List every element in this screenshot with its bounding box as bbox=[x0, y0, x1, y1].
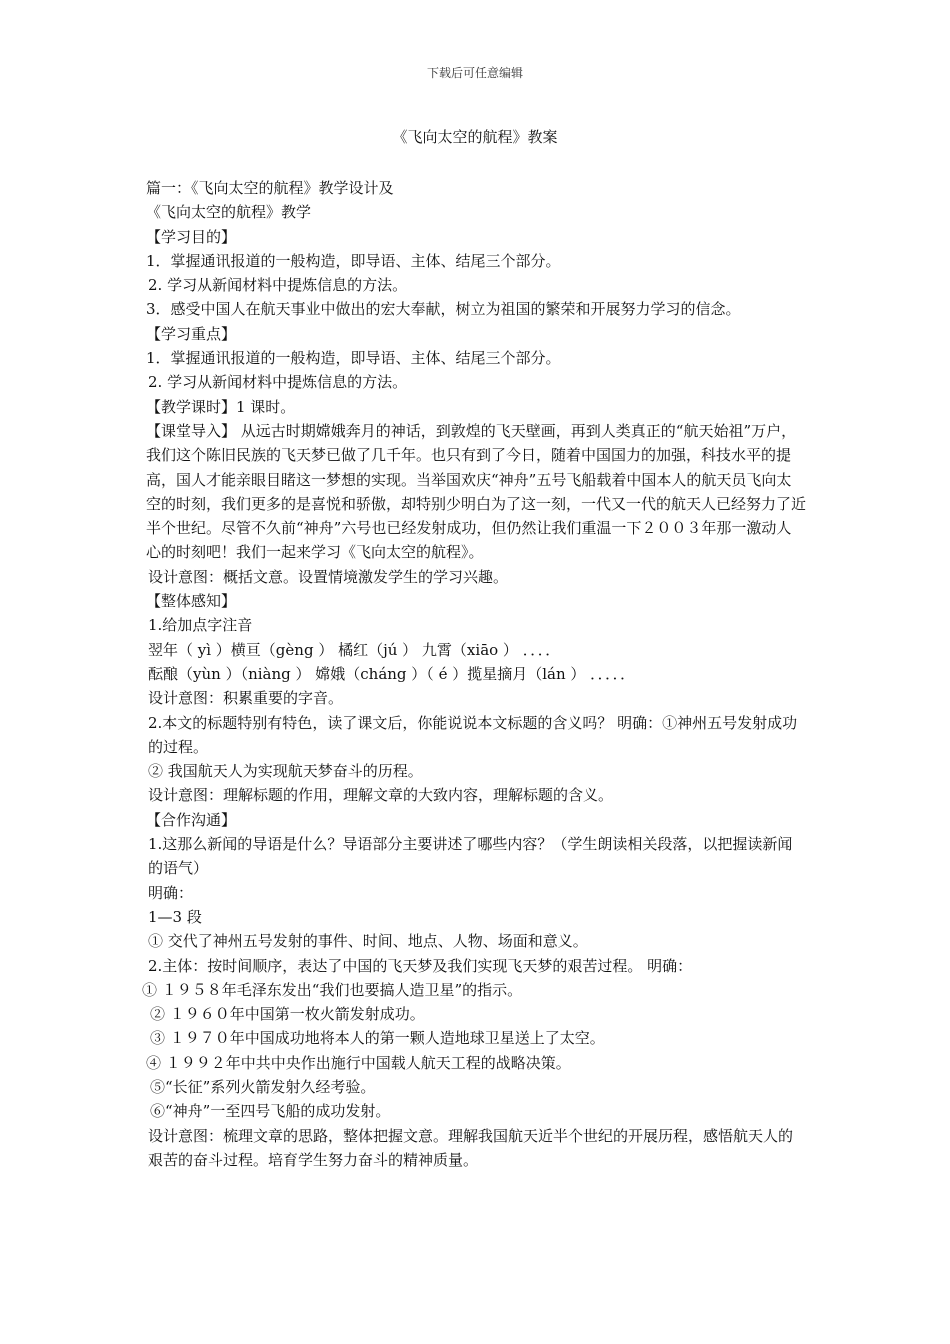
design-intent-3: 设计意图：理解标题的作用，理解文章的大致内容，理解标题的含义。 bbox=[148, 786, 614, 805]
para-introduction: 【课堂导入】 从远古时期嫦娥奔月的神话，到敦煌的飞天壁画，再到人类真正的“航天始祖”万户，我们这个陈旧民族的飞天梦已做了几千年。也只有到了今日，随着中国国力的加强，科技水平的提高，国人才能亲眼目睹这一梦想的实现。当举国欢庆“神舟”五号飞船载着中国本人的航天员飞向太空的时刻，我们更多的是喜悦和骄傲，却特别少明白为了这一刻，一代又一代的航天人已经努力了近半个世纪。尽管不久前“神舟”六号也已经发射成功，但仍然让我们重温一下２００３年那一激动人心的时刻吧！我们一起来学习《飞向太空的航程》。 bbox=[146, 421, 807, 562]
event-1970: ③ １９７０年中国成功地将本人的第一颗人造地球卫星送上了太空。 bbox=[150, 1029, 605, 1048]
lead-summary: ① 交代了神州五号发射的事件、时间、地点、人物、场面和意义。 bbox=[148, 932, 588, 951]
goal-3: 3．感受中国人在航天事业中做出的宏大奉献，树立为祖国的繁荣和开展努力学习的信念。 bbox=[146, 300, 741, 319]
document-body bbox=[142, 176, 807, 1172]
event-1992: ④ １９９２年中共中央作出施行中国载人航天工程的战略决策。 bbox=[146, 1053, 571, 1072]
task-2: 2.本文的标题特别有特色，读了课文后，你能说说本文标题的含义吗？ 明确：①神州五号发射成功的过程。 bbox=[148, 713, 798, 756]
clarify-label: 明确： bbox=[148, 883, 194, 902]
page-header: 下载后可任意编辑 bbox=[426, 66, 523, 80]
goal-1: 1．掌握通讯报道的一般构造，即导语、主体、结尾三个部分。 bbox=[146, 251, 561, 270]
heading-cooperation: 【合作沟通】 bbox=[146, 810, 237, 829]
task-2-answer: ② 我国航天人为实现航天梦奋斗的历程。 bbox=[148, 762, 423, 781]
design-intent-1: 设计意图：概括文意。设置情境激发学生的学习兴趣。 bbox=[148, 567, 509, 586]
document-title: 《飞向太空的航程》教案 bbox=[392, 128, 558, 146]
heading-overall: 【整体感知】 bbox=[146, 592, 237, 611]
pinyin-line-1: 翌年（ yì ）横亘（gèng ） 橘红（jú ） 九霄（xiāo ） ．．．． bbox=[148, 640, 561, 659]
event-shenzhou: ⑥“神舟”一至四号飞船的成功发射。 bbox=[150, 1102, 391, 1121]
key-point-1: 1．掌握通讯报道的一般构造，即导语、主体、结尾三个部分。 bbox=[146, 349, 561, 368]
main-body-summary: 2.主体：按时间顺序，表达了中国的飞天梦及我们实现飞天梦的艰苦过程。 明确： bbox=[148, 956, 693, 975]
paragraph-range: 1—3 段 bbox=[148, 907, 202, 926]
para-subtitle-2: 《飞向太空的航程》教学 bbox=[146, 203, 312, 222]
heading-key-points: 【学习重点】 bbox=[146, 324, 237, 343]
question-1: 1.这那么新闻的导语是什么？导语部分主要讲述了哪些内容？（学生朗读相关段落，以把握读新闻的语气） bbox=[148, 835, 793, 878]
event-1958: ① １９５８年毛泽东发出“我们也要搞人造卫星”的指示。 bbox=[142, 980, 523, 999]
design-intent-2: 设计意图：积累重要的字音。 bbox=[148, 689, 344, 708]
event-long-march: ⑤“长征”系列火箭发射久经考验。 bbox=[150, 1077, 376, 1096]
pinyin-line-2: 酝酿（yùn ）（niàng ） 嫦娥（cháng ）（ é ）揽星摘月（lán ） ．．．．． bbox=[148, 664, 636, 683]
design-intent-4: 设计意图：梳理文章的思路，整体把握文意。理解我国航天近半个世纪的开展历程，感悟航天人的艰苦的奋斗过程。培育学生努力奋斗的精神质量。 bbox=[148, 1126, 794, 1169]
key-point-2: 2. 学习从新闻材料中提炼信息的方法。 bbox=[148, 373, 408, 392]
event-1960: ② １９６０年中国第一枚火箭发射成功。 bbox=[150, 1005, 425, 1024]
goal-2: 2. 学习从新闻材料中提炼信息的方法。 bbox=[148, 276, 408, 295]
para-subtitle: 篇一：《飞向太空的航程》教学设计及 bbox=[146, 179, 394, 197]
heading-learning-goals: 【学习目的】 bbox=[146, 227, 237, 246]
task-1: 1.给加点字注音 bbox=[148, 616, 253, 635]
heading-lesson-hours: 【教学课时】1 课时。 bbox=[146, 397, 296, 416]
